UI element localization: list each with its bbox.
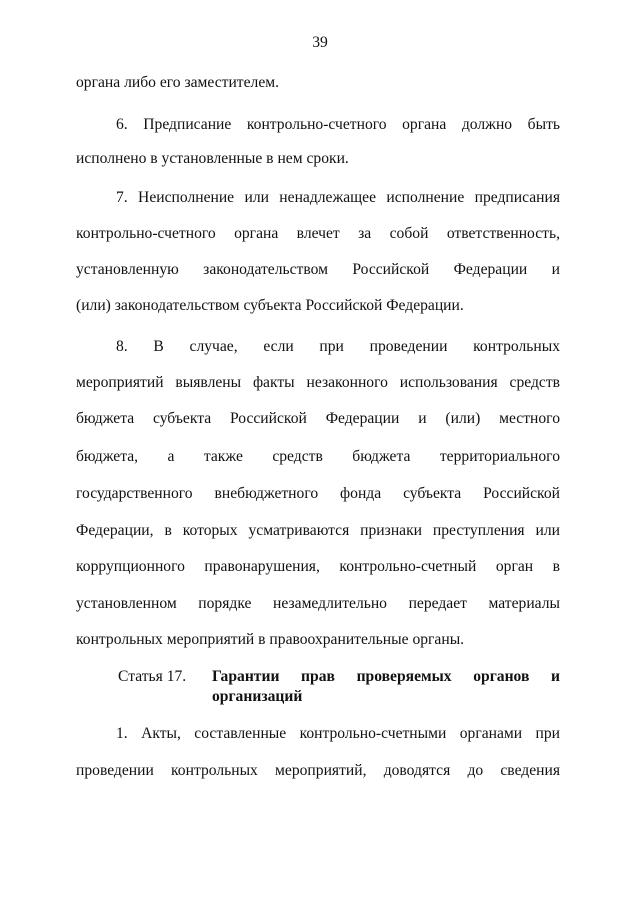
text-line: (или) законодательством субъекта Российской Федерации. xyxy=(76,297,464,314)
text-line: контрольно-счетного органа влечет за собой ответственность, xyxy=(76,225,560,242)
text-line: проведении контрольных мероприятий, доводятся до сведения xyxy=(76,762,560,779)
article-title xyxy=(212,667,560,707)
text-line: органа либо его заместителем. xyxy=(76,74,280,91)
page-number: 39 xyxy=(312,34,328,51)
text-line: установленном порядке незамедлительно передает материалы xyxy=(76,595,560,612)
text-line: мероприятий выявлены факты незаконного использования средств xyxy=(76,374,560,391)
article-label: Статья 17. xyxy=(118,668,187,685)
text-line: бюджета, а также средств бюджета территориального xyxy=(76,448,560,465)
text-line: установленную законодательством Российской Федерации и xyxy=(76,261,560,278)
text-line: 1. Акты, составленные контрольно-счетными органами при xyxy=(116,725,560,742)
text-line: Федерации, в которых усматриваются признаки преступления или xyxy=(76,522,560,539)
text-line: 7. Неисполнение или ненадлежащее исполнение предписания xyxy=(116,189,560,206)
article-title-line: Гарантии прав проверяемых органов и xyxy=(212,668,560,685)
text-line: контрольных мероприятий в правоохранительные органы. xyxy=(76,631,465,648)
text-line: государственного внебюджетного фонда субъекта Российской xyxy=(76,485,560,502)
text-line: 8. В случае, если при проведении контрольных xyxy=(116,338,560,355)
text-line: исполнено в установленные в нем сроки. xyxy=(76,150,349,167)
text-line: 6. Предписание контрольно-счетного органа должно быть xyxy=(116,116,560,133)
text-line: бюджета субъекта Российской Федерации и (или) местного xyxy=(76,410,560,427)
text-line: коррупционного правонарушения, контрольно-счетный орган в xyxy=(76,558,560,575)
article-title-line: организаций xyxy=(212,688,303,705)
